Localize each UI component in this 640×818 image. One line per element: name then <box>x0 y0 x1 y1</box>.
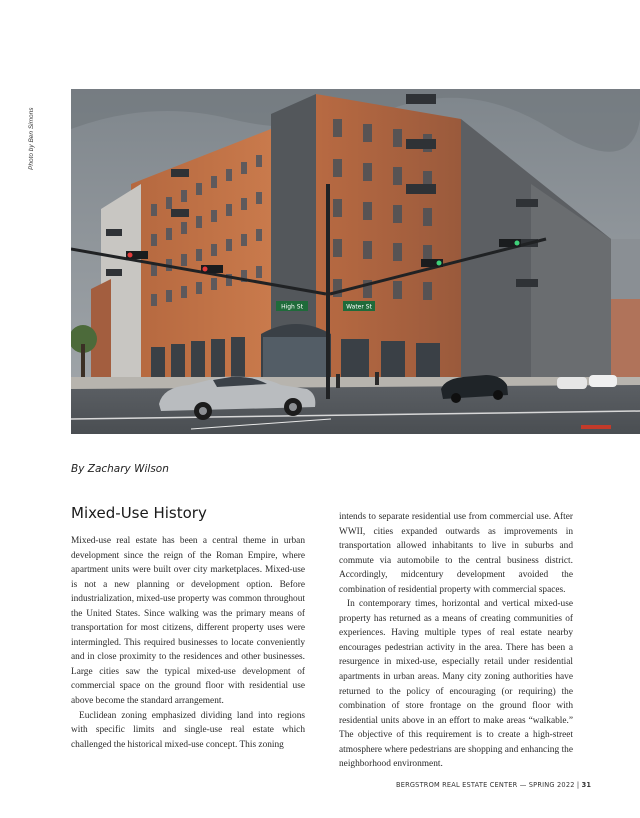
page-number: 31 <box>581 781 592 789</box>
article-heading: Mixed-Use History <box>71 504 207 522</box>
paragraph: intends to separate residential use from commercial use. After WWII, cities expanded outwards as improvements in transportation allowed inhabitants to live in suburbs and commute via automobile to the central business district. Accordingly, midcentury development avoided the combination of residential property with commercial spaces. <box>339 512 573 595</box>
byline: By Zachary Wilson <box>71 463 169 475</box>
street-sign-text: Water St <box>346 303 372 311</box>
page-footer <box>396 781 591 789</box>
photo-credit <box>28 92 40 172</box>
building-photo <box>71 89 640 434</box>
footer-text: BERGSTROM REAL ESTATE CENTER — SPRING 2022 <box>396 781 575 789</box>
photo-credit-text: Photo by Ben Simons <box>28 107 35 170</box>
paragraph: Mixed-use real estate has been a central theme in urban development since the reign of the Roman Empire, where apartment units were built over city marketplaces. Mixed-use is not a new planning or development option. Before industrialization, mixed-use property was common throughout the United States. Since walking was the primary means of transportation for most citizens, different property uses were intermingled. This required businesses to locate conveniently and in close proximity to the residences and other businesses. Large cities saw the typical mixed-use development of commercial space on the ground floor with residential use above become the standard arrangement. <box>71 536 305 707</box>
footer-separator: | <box>576 781 582 789</box>
paragraph: In contemporary times, horizontal and vertical mixed-use property has returned as a means of creating communities of experiences. Having multiple types of real estate nearby encourages pedestrian activity in the area. There has been a resurgence in mixed-use, especially retail under residential apartments in urban areas. Many city zoning authorities have returned to the policy of encouraging (or requiring) the combination of store frontage on the ground floor with residential units above in an effort to make areas “walkable.” The objective of this requirement is to create a high-street atmosphere where pedestrians are shopping and enhancing the neighborhood environment. <box>339 599 573 770</box>
street-sign-water-st <box>343 301 375 311</box>
street-sign-text: High St <box>281 303 303 311</box>
right-column <box>339 510 573 772</box>
paragraph: Euclidean zoning emphasized dividing land into regions with specific limits and single-use real estate which challenged the historical mixed-use concept. This zoning <box>71 710 305 750</box>
street-sign-high-st <box>276 301 308 311</box>
left-column <box>71 534 305 752</box>
